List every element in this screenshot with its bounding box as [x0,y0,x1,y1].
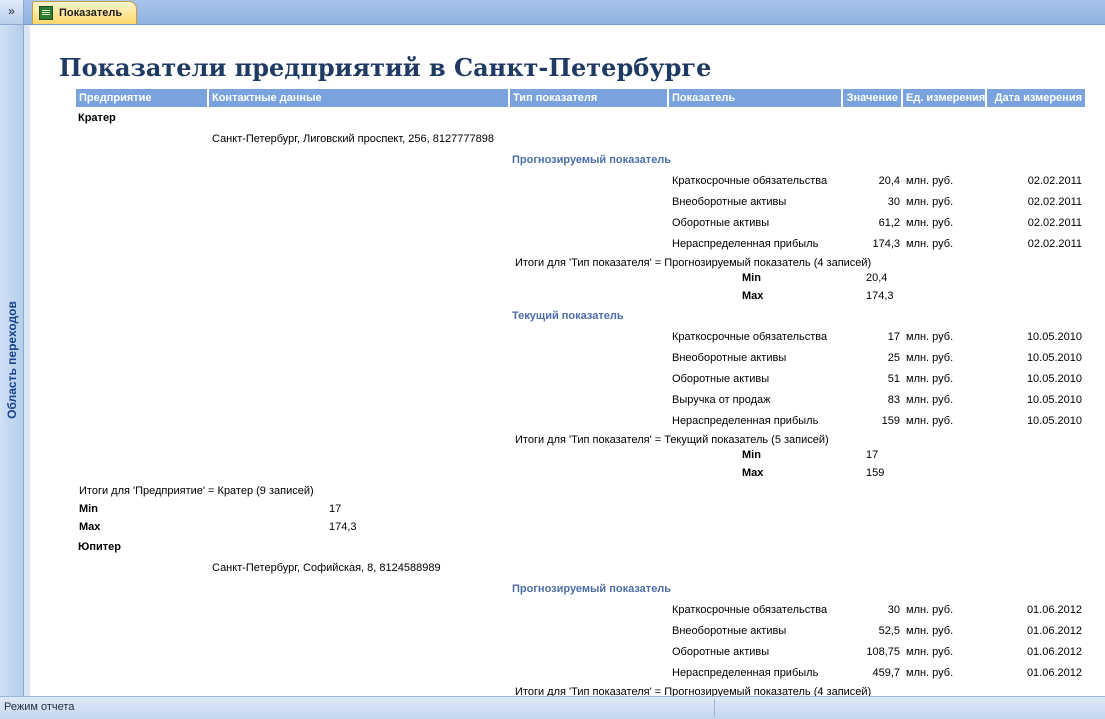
indicator-date: 01.06.2012 [1026,646,1082,658]
indicator-name: Оборотные активы [672,373,770,385]
indicator-unit: млн. руб. [906,394,954,406]
min-value: 20,4 [866,272,888,284]
indicator-value: 25 [887,352,900,364]
indicator-date: 01.06.2012 [1026,625,1082,637]
type-summary: Итоги для 'Тип показателя' = Прогнозируемый показатель (4 записей) [515,686,872,696]
indicator-value: 159 [881,415,900,427]
indicator-name: Нераспределенная прибыль [672,238,819,250]
min-value: 17 [866,449,879,461]
indicator-name: Оборотные активы [672,217,770,229]
tab-pokazatel[interactable] [32,1,137,24]
column-header-indicator: Показатель [669,89,841,107]
indicator-unit: млн. руб. [906,604,954,616]
report-frame [24,25,1105,696]
type-summary: Итоги для 'Тип показателя' = Текущий показатель (5 записей) [515,434,829,446]
indicator-date: 10.05.2010 [1026,394,1082,406]
status-text: Режим отчета [4,701,75,713]
indicator-unit: млн. руб. [906,238,954,250]
max-label: Max [742,467,764,479]
indicator-unit: млн. руб. [906,217,954,229]
indicator-value: 459,7 [872,667,900,679]
indicator-value: 20,4 [878,175,900,187]
indicator-name: Внеоборотные активы [672,625,787,637]
indicator-type-label: Прогнозируемый показатель [512,583,672,595]
indicator-unit: млн. руб. [906,352,954,364]
indicator-unit: млн. руб. [906,196,954,208]
indicator-value: 174,3 [872,238,900,250]
type-summary: Итоги для 'Тип показателя' = Прогнозируемый показатель (4 записей) [515,257,872,269]
indicator-value: 52,5 [878,625,900,637]
document-tab-bar [24,0,1105,25]
indicator-value: 30 [887,196,900,208]
indicator-name: Краткосрочные обязательства [672,331,828,343]
indicator-date: 10.05.2010 [1026,352,1082,364]
indicator-value: 30 [887,604,900,616]
indicator-name: Внеоборотные активы [672,196,787,208]
contact-info: Санкт-Петербург, Лиговский проспект, 256, 8127777898 [212,133,494,145]
indicator-date: 02.02.2011 [1027,238,1082,250]
indicator-name: Нераспределенная прибыль [672,415,819,427]
expand-nav-pane-button[interactable]: » [0,0,23,25]
indicator-name: Нераспределенная прибыль [672,667,819,679]
min-value: 17 [329,503,342,515]
indicator-unit: млн. руб. [906,415,954,427]
column-header-unit: Ед. измерения [903,89,985,107]
indicator-date: 10.05.2010 [1026,373,1082,385]
navigation-pane-label[interactable] [0,24,23,696]
indicator-date: 01.06.2012 [1026,604,1082,616]
min-label: Min [742,449,761,461]
report-title: Показатели предприятий в Санкт-Петербурге [59,53,712,82]
column-header-contacts: Контактные данные [209,89,508,107]
indicator-type-label: Прогнозируемый показатель [512,154,672,166]
column-header-value: Значение [843,89,901,107]
max-label: Max [79,521,101,533]
indicator-date: 02.02.2011 [1027,217,1082,229]
status-divider [714,699,715,717]
indicator-value: 108,75 [866,646,900,658]
indicator-name: Внеоборотные активы [672,352,787,364]
status-bar [0,696,1105,719]
indicator-unit: млн. руб. [906,646,954,658]
max-value: 174,3 [329,521,357,533]
enterprise-summary: Итоги для 'Предприятие' = Кратер (9 записей) [79,485,314,497]
indicator-date: 10.05.2010 [1026,331,1082,343]
indicator-name: Краткосрочные обязательства [672,604,828,616]
indicator-value: 51 [887,373,900,385]
indicator-date: 01.06.2012 [1026,667,1082,679]
navigation-pane[interactable] [0,0,24,696]
enterprise-name: Кратер [78,112,116,124]
navigation-pane-label-text: Область переходов [4,301,19,419]
max-label: Max [742,290,764,302]
indicator-name: Краткосрочные обязательства [672,175,828,187]
indicator-value: 83 [887,394,900,406]
indicator-name: Выручка от продаж [672,394,771,406]
column-header-date: Дата измерения [987,89,1085,107]
indicator-unit: млн. руб. [906,373,954,385]
indicator-unit: млн. руб. [906,175,954,187]
indicator-unit: млн. руб. [906,331,954,343]
indicator-date: 10.05.2010 [1026,415,1082,427]
enterprise-name: Юпитер [78,541,121,553]
report-page[interactable] [30,25,1105,696]
tab-label: Показатель [59,7,123,19]
column-header-enterprise: Предприятие [76,89,207,107]
indicator-unit: млн. руб. [906,667,954,679]
max-value: 174,3 [866,290,894,302]
indicator-date: 02.02.2011 [1027,175,1082,187]
column-header-row [30,89,1105,107]
indicator-name: Оборотные активы [672,646,770,658]
contact-info: Санкт-Петербург, Софийская, 8, 8124588989 [212,562,441,574]
indicator-type-label: Текущий показатель [512,310,624,322]
indicator-value: 61,2 [878,217,900,229]
report-icon [39,6,53,20]
indicator-unit: млн. руб. [906,625,954,637]
max-value: 159 [866,467,885,479]
indicator-date: 02.02.2011 [1027,196,1082,208]
min-label: Min [79,503,98,515]
indicator-value: 17 [887,331,900,343]
min-label: Min [742,272,761,284]
column-header-indicator-type: Тип показателя [510,89,667,107]
